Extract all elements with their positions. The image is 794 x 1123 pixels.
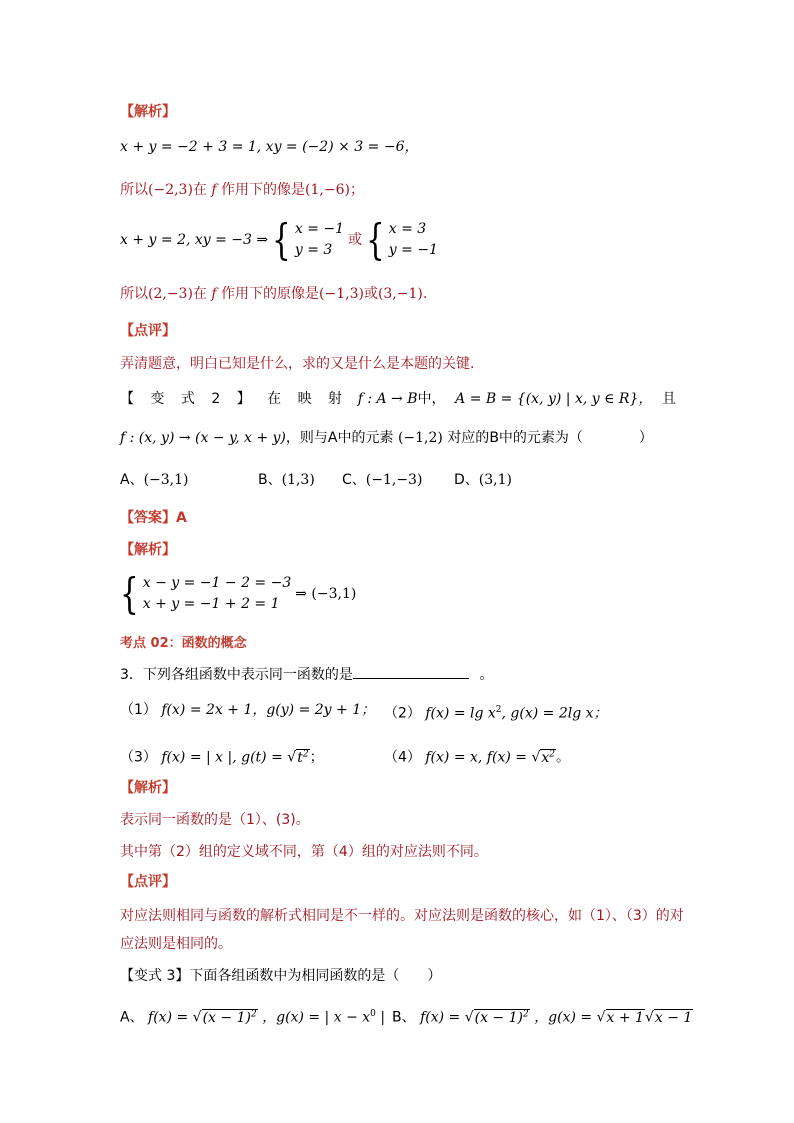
system-row: y = 3	[294, 242, 333, 258]
answer-heading: 【答案】	[120, 510, 176, 526]
option-label: （4）	[384, 749, 421, 766]
analysis-heading: 【解析】	[120, 542, 176, 558]
option-label: C、	[342, 472, 366, 488]
option-label: （2）	[384, 705, 421, 722]
option-label: A、	[120, 472, 144, 488]
text-span: 。	[556, 749, 570, 766]
text-span: 中，	[417, 391, 446, 407]
option-label: （3）	[120, 749, 157, 766]
system-stack	[295, 219, 344, 261]
math-span: ，g(x) = | x − x	[262, 1009, 371, 1026]
math-span: A = B = {(x, y) | x, y ∈ R}，	[455, 391, 653, 407]
solution-line-1: 表示同一函数的是（1）、(3)。	[120, 812, 310, 828]
math-span: f : (x, y) → (x − y, x + y)	[120, 430, 286, 446]
option-c	[342, 470, 422, 490]
sqrt-icon: $√t^2$	[287, 749, 309, 766]
text-span: .	[422, 286, 428, 302]
option-value: (3,1)	[478, 472, 512, 488]
text-span: B	[489, 430, 499, 446]
answer-blank	[353, 664, 469, 679]
review-heading: 【点评】	[120, 323, 176, 339]
sqrt-icon: $√(x - 1)^2$	[192, 1009, 257, 1026]
option-1	[120, 700, 375, 720]
math-span: (−1,3)	[319, 286, 364, 302]
variant2-question-cont	[120, 428, 653, 448]
text-span: ，则与	[285, 430, 328, 446]
text-span: ；	[309, 749, 324, 766]
analysis-heading: 【解析】	[120, 780, 176, 796]
math-span: f(x) = 2x + 1，g(y) = 2y + 1；	[161, 702, 376, 718]
sqrt-icon: √x + 1	[596, 1009, 644, 1026]
text-span: ；	[349, 182, 364, 198]
text-span: 中的元素	[337, 430, 394, 446]
math-span: f : A → B	[357, 391, 418, 407]
sqrt-icon: $√x^2$	[531, 749, 555, 766]
answer-line	[120, 508, 187, 528]
review-heading: 【点评】	[120, 874, 176, 890]
option-value: (−1,−3)	[365, 472, 423, 488]
math-span: f(x) = lg x	[425, 705, 496, 722]
sqrt-icon: $√(x - 1)^2$	[464, 1009, 529, 1026]
math-span: f(x) =	[148, 1009, 189, 1026]
exponent: 2	[495, 705, 502, 715]
review-line-2: 应法则是相同的。	[120, 936, 232, 952]
text-span: 所以	[120, 182, 148, 198]
answer-value: A	[176, 510, 187, 526]
analysis-heading: 【解析】	[120, 104, 176, 120]
option-d	[454, 470, 512, 490]
left-brace-icon: {	[366, 215, 385, 264]
system-row: x + y = −1 + 2 = 1	[142, 596, 280, 612]
option-label: B、	[392, 1009, 416, 1026]
math-span: |	[375, 1009, 386, 1026]
option-label: （1）	[120, 702, 157, 718]
option-b-final	[392, 1004, 693, 1028]
option-a-final	[120, 1004, 385, 1028]
text-span: 。	[479, 667, 494, 683]
option-b	[258, 470, 315, 490]
variant3-question: 【变式 3】下面各组函数中为相同函数的是（ ）	[120, 968, 442, 984]
system-equation-line	[120, 215, 438, 264]
system-stack	[389, 219, 438, 261]
text-span: 或	[363, 286, 378, 302]
math-span: (1,−6)	[305, 182, 350, 198]
text-span: 在	[192, 182, 207, 198]
system-result: ⇒ (−3,1)	[295, 586, 357, 602]
math-span: (−2,3)	[148, 182, 193, 198]
option-3	[120, 744, 324, 768]
system-row: x − y = −1 − 2 = −3	[142, 575, 292, 591]
text-span: 中的元素为（ ）	[498, 430, 653, 446]
result-line	[120, 180, 364, 200]
text-span: 对应的	[447, 430, 490, 446]
option-4	[384, 744, 570, 768]
math-span: f(x) = x, f(x) =	[425, 749, 527, 766]
math-span: (−1,2)	[397, 430, 443, 446]
preimage-line	[120, 284, 427, 304]
text-span: 3．下列各组函数中表示同一函数的是	[120, 667, 353, 683]
text-span: 作用下的原像是	[221, 286, 320, 302]
equation-line: x + y = −2 + 3 = 1, xy = (−2) × 3 = −6，	[120, 139, 419, 155]
system-stack	[143, 573, 292, 615]
math-group	[358, 389, 446, 409]
text-span: 且	[662, 391, 676, 407]
left-brace-icon: {	[272, 215, 291, 264]
text-span: 【 变 式 2 】 在 映 射	[120, 391, 349, 407]
option-label: A、	[120, 1009, 144, 1026]
option-a	[120, 470, 189, 490]
variant2-question	[120, 389, 676, 409]
exponent: 0	[370, 1009, 376, 1019]
option-value: (−3,1)	[143, 472, 189, 488]
system-row: x = −1	[294, 221, 345, 237]
math-span: , g(x) = 2lg x；	[501, 705, 608, 722]
option-label: B、	[258, 472, 282, 488]
text-span: 作用下的像是	[221, 182, 306, 198]
solution-line-2: 其中第（2）组的定义域不同，第（4）组的对应法则不同。	[120, 844, 488, 860]
option-2	[384, 700, 608, 724]
or-text: 或	[348, 232, 363, 248]
math-span: f(x) = | x |, g(t) =	[161, 749, 283, 766]
left-brace-icon: {	[120, 569, 139, 618]
system-row: x = 3	[388, 221, 427, 237]
text-span: 所以	[120, 286, 148, 302]
text-span: 在	[192, 286, 207, 302]
question-3	[120, 664, 493, 685]
math-span: f	[211, 286, 217, 302]
math-span: f(x) =	[420, 1009, 461, 1026]
math-span: x + y = 2, xy = −3 ⇒	[120, 232, 269, 248]
math-span: (3,−1)	[377, 286, 423, 302]
system-solution	[120, 569, 357, 618]
review-line-1: 对应法则相同与函数的解析式相同是不一样的。对应法则是函数的核心，如（1）、（3）的对	[120, 908, 684, 924]
math-span: f	[211, 182, 217, 198]
review-text: 弄清题意，明白已知是什么，求的又是什么是本题的关键.	[120, 356, 475, 372]
option-label: D、	[454, 472, 479, 488]
system-row: y = −1	[388, 242, 438, 258]
sqrt-icon: √x − 1	[644, 1009, 693, 1026]
math-span: ，g(x) =	[534, 1009, 593, 1026]
math-span: (2,−3)	[148, 286, 193, 302]
text-span: A	[327, 430, 338, 446]
key-point-heading: 考点 02：函数的概念	[120, 636, 247, 651]
option-value: (1,3)	[281, 472, 315, 488]
